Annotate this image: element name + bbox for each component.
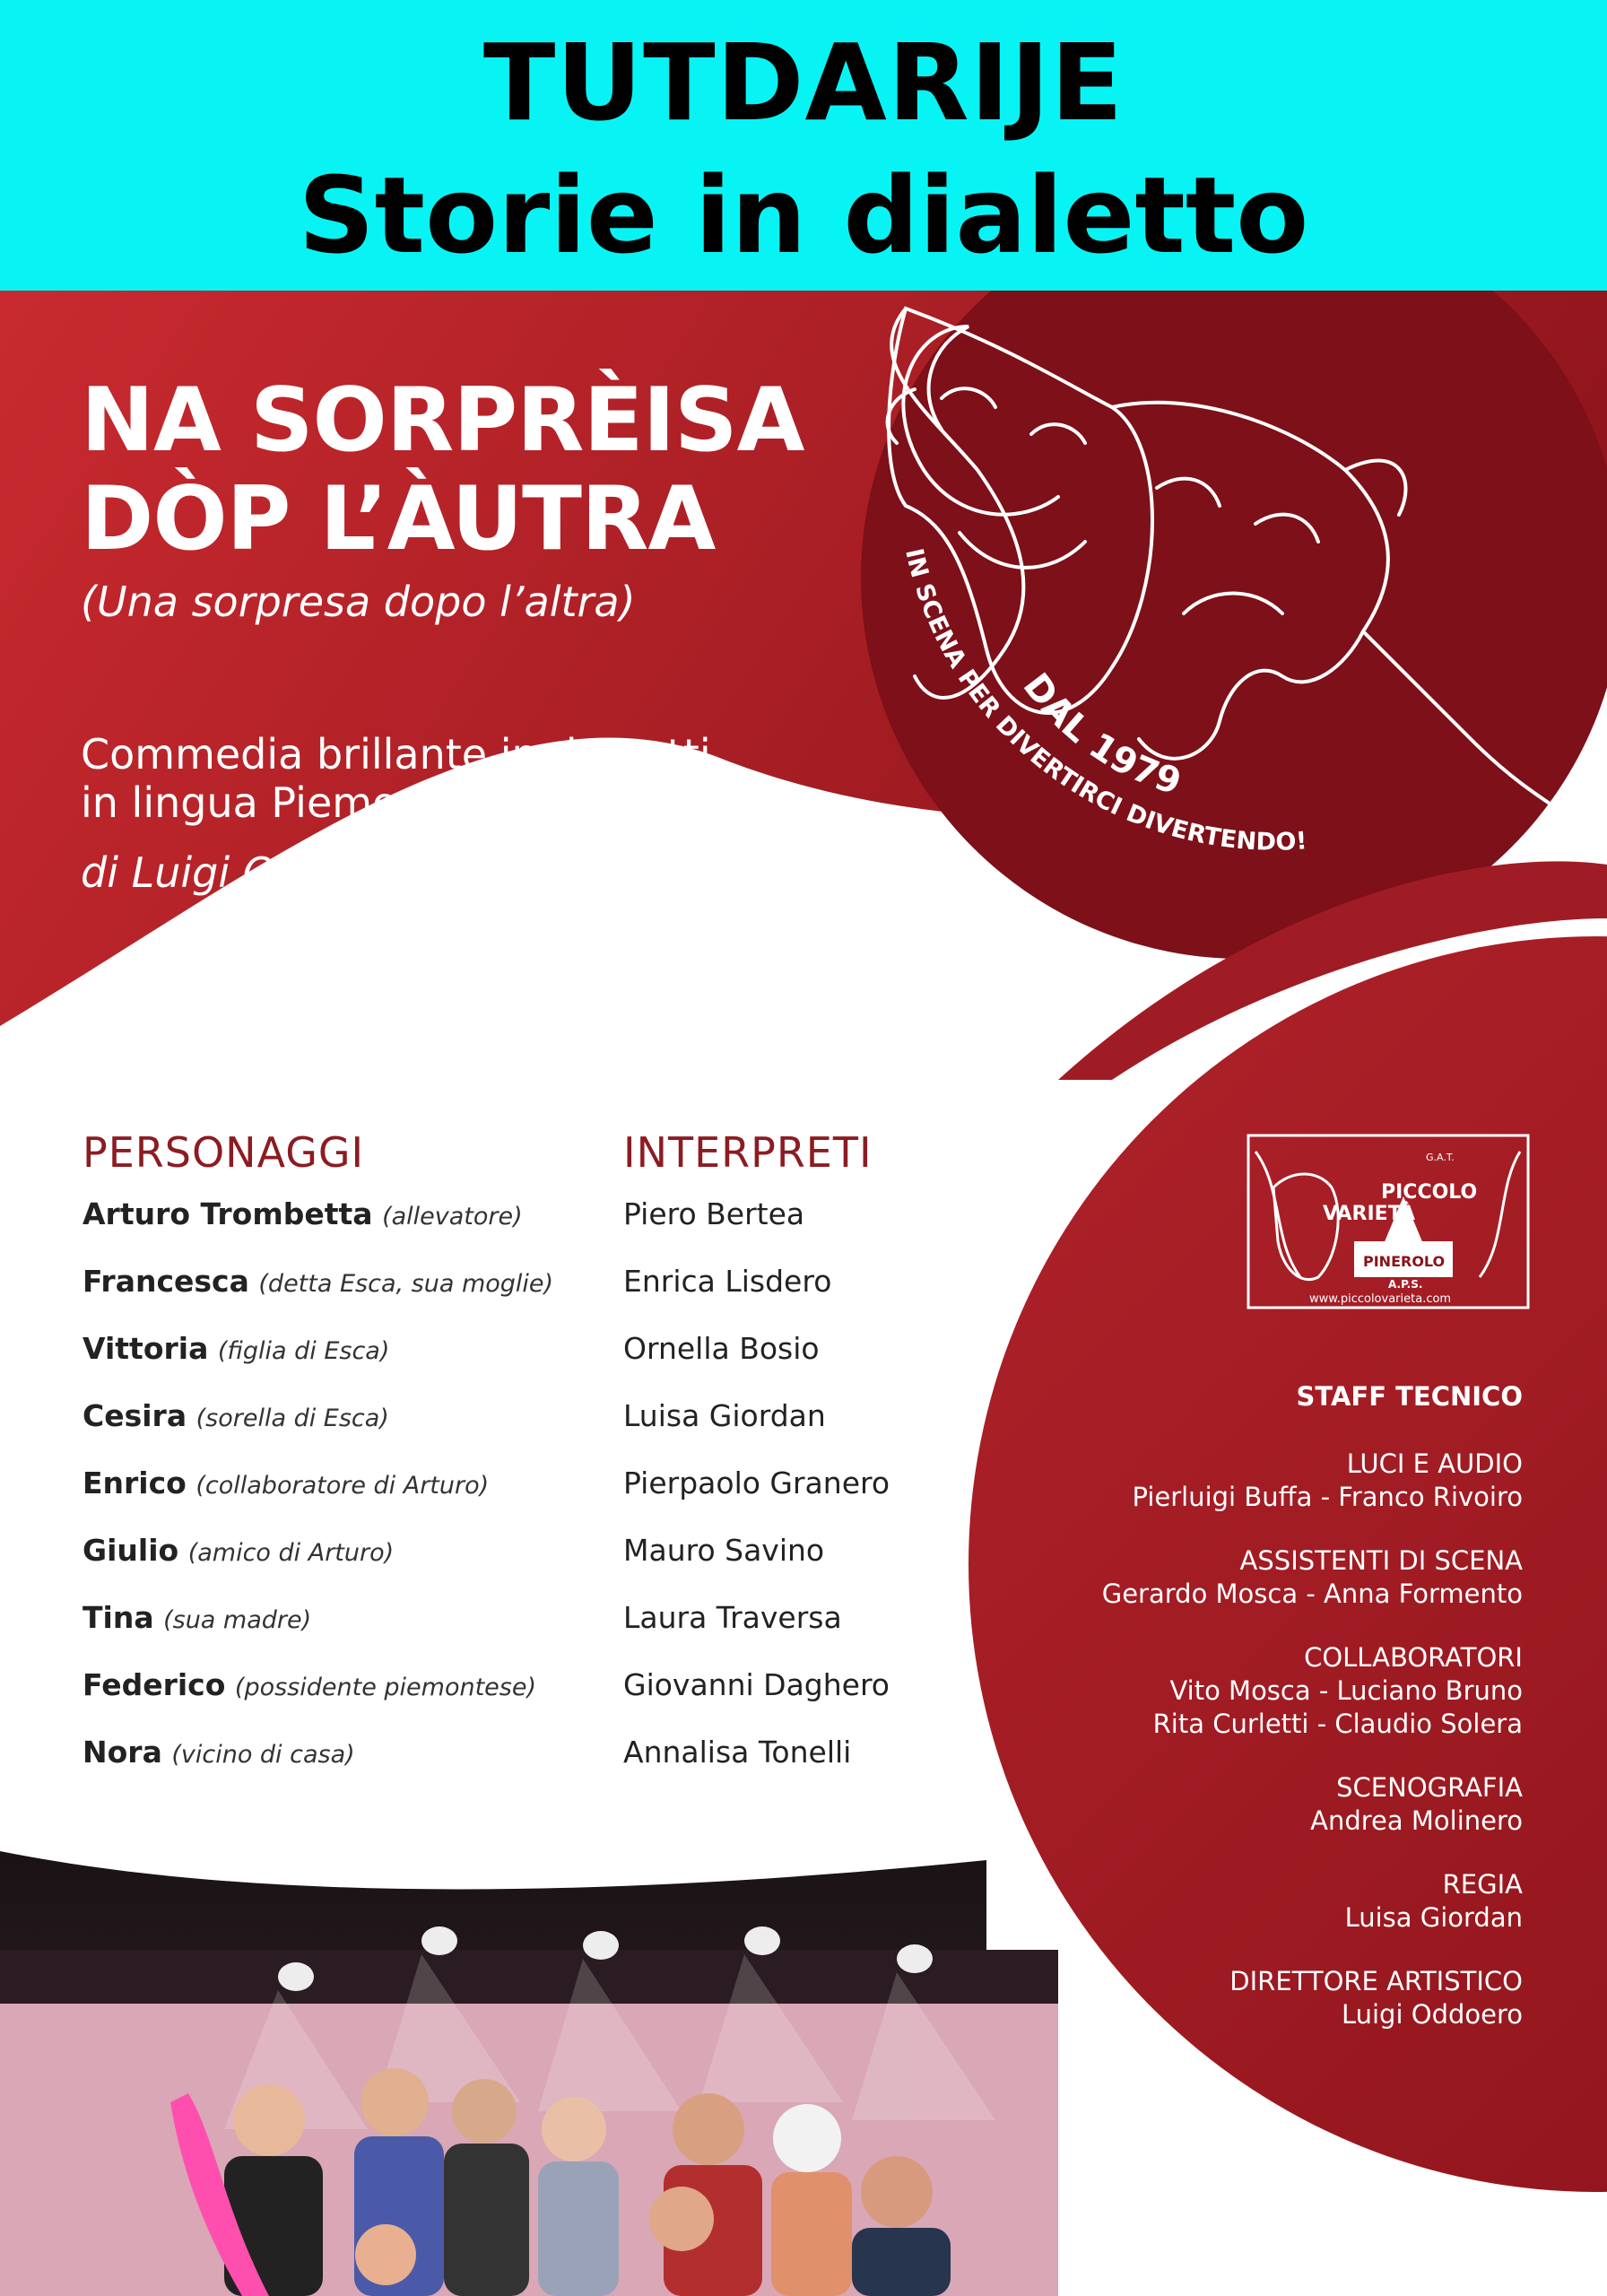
- banner-subtitle: Storie in dialetto: [298, 153, 1309, 277]
- staff-title: STAFF TECNICO: [1296, 1381, 1523, 1412]
- staff-names: Andrea Molinero: [1310, 1805, 1523, 1836]
- characters-header: PERSONAGGI: [83, 1128, 365, 1177]
- theatre-masks-icon: [888, 309, 1560, 811]
- svg-text:PINEROLO: PINEROLO: [1363, 1253, 1446, 1270]
- staff-section: [1102, 1544, 1523, 1611]
- character-row: [83, 1398, 389, 1433]
- character-name: Cesira: [83, 1398, 187, 1433]
- play-author: di Luigi Oddoero: [81, 848, 421, 897]
- staff-role: ASSISTENTI DI SCENA: [1239, 1545, 1523, 1576]
- svg-text:G.A.T.: G.A.T.: [1426, 1152, 1455, 1163]
- character-note: (sua madre): [163, 1606, 312, 1634]
- description-line2: in lingua Piemontese: [81, 778, 512, 827]
- character-row: [83, 1600, 311, 1635]
- staff-names: Gerardo Mosca - Anna Formento: [1101, 1578, 1523, 1609]
- staff-section: [1229, 1965, 1523, 2031]
- actor-name: Enrica Lisdero: [623, 1264, 832, 1299]
- staff-section: [1153, 1641, 1523, 1741]
- mask-logo-icon: [1273, 1174, 1338, 1280]
- company-logo: [1247, 1134, 1530, 1309]
- character-note: (collaboratore di Arturo): [195, 1472, 490, 1500]
- svg-text:VARIETÀ: VARIETÀ: [1323, 1203, 1416, 1225]
- theatre-masks-emblem: [0, 291, 1607, 1008]
- staff-names: Luisa Giordan: [1344, 1902, 1523, 1933]
- actor-name: Laura Traversa: [623, 1600, 842, 1635]
- header-banner: [0, 0, 1607, 291]
- staff-role: DIRETTORE ARTISTICO: [1229, 1966, 1523, 1996]
- staff-role: SCENOGRAFIA: [1336, 1772, 1523, 1803]
- emblem-year: DAL 1979: [1014, 665, 1186, 804]
- character-name: Enrico: [83, 1465, 187, 1500]
- character-row: [83, 1465, 489, 1500]
- actor-name: Annalisa Tonelli: [623, 1735, 852, 1770]
- character-note: (sorella di Esca): [195, 1405, 389, 1432]
- character-name: Arturo Trombetta: [83, 1196, 373, 1231]
- character-name: Vittoria: [83, 1331, 209, 1366]
- actors-header: INTERPRETI: [623, 1128, 873, 1177]
- actor-name: Pierpaolo Granero: [623, 1465, 890, 1500]
- character-note: (amico di Arturo): [187, 1539, 395, 1567]
- staff-names: Rita Curletti - Claudio Solera: [1152, 1709, 1523, 1739]
- banner-title: TUTDARIJE: [482, 21, 1125, 144]
- poster: [0, 291, 1607, 2296]
- staff-section: [1310, 1771, 1523, 1838]
- actor-name: Ornella Bosio: [623, 1331, 820, 1366]
- character-name: Francesca: [83, 1264, 249, 1299]
- staff-section: [1132, 1448, 1523, 1514]
- staff-names: Luigi Oddoero: [1341, 1999, 1523, 2030]
- staff-role: LUCI E AUDIO: [1346, 1448, 1523, 1479]
- svg-text:di: di: [1399, 1230, 1409, 1242]
- play-title-line1: NA SORPRÈISA: [81, 370, 804, 472]
- character-note: (detta Esca, sua moglie): [258, 1270, 554, 1298]
- actor-name: Piero Bertea: [623, 1196, 805, 1231]
- staff-names: Vito Mosca - Luciano Bruno: [1169, 1675, 1523, 1706]
- character-note: (vicino di casa): [171, 1741, 355, 1769]
- svg-text:www.piccolovarieta.com: www.piccolovarieta.com: [1309, 1292, 1452, 1306]
- character-row: [83, 1331, 389, 1366]
- character-row: [83, 1667, 536, 1702]
- character-row: [83, 1264, 553, 1299]
- staff-section: [1345, 1868, 1523, 1935]
- actor-name: Giovanni Daghero: [623, 1667, 890, 1702]
- staff-role: REGIA: [1442, 1869, 1523, 1900]
- svg-text:PICCOLO: PICCOLO: [1381, 1181, 1478, 1204]
- emblem-motto: IN SCENA PER DIVERTIRCI DIVERTENDO!: [899, 545, 1308, 857]
- staff-role: COLLABORATORI: [1304, 1642, 1523, 1673]
- character-row: [83, 1735, 355, 1770]
- character-row: [83, 1533, 394, 1568]
- character-note: (allevatore): [382, 1203, 523, 1231]
- character-name: Federico: [83, 1667, 226, 1702]
- actor-name: Mauro Savino: [623, 1533, 825, 1568]
- play-subtitle: (Una sorpresa dopo l’altra): [81, 578, 636, 626]
- character-note: (figlia di Esca): [217, 1337, 390, 1365]
- character-row: [83, 1196, 523, 1231]
- character-name: Nora: [83, 1735, 162, 1770]
- description-line1: Commedia brillante in due atti: [81, 730, 711, 778]
- svg-text:A.P.S.: A.P.S.: [1388, 1278, 1423, 1291]
- actor-name: Luisa Giordan: [623, 1398, 826, 1433]
- character-name: Tina: [83, 1600, 154, 1635]
- play-title-line2: DÒP L’ÀUTRA: [81, 468, 716, 570]
- staff-names: Pierluigi Buffa - Franco Rivoiro: [1132, 1482, 1523, 1512]
- character-note: (possidente piemontese): [234, 1674, 536, 1701]
- character-name: Giulio: [83, 1533, 179, 1568]
